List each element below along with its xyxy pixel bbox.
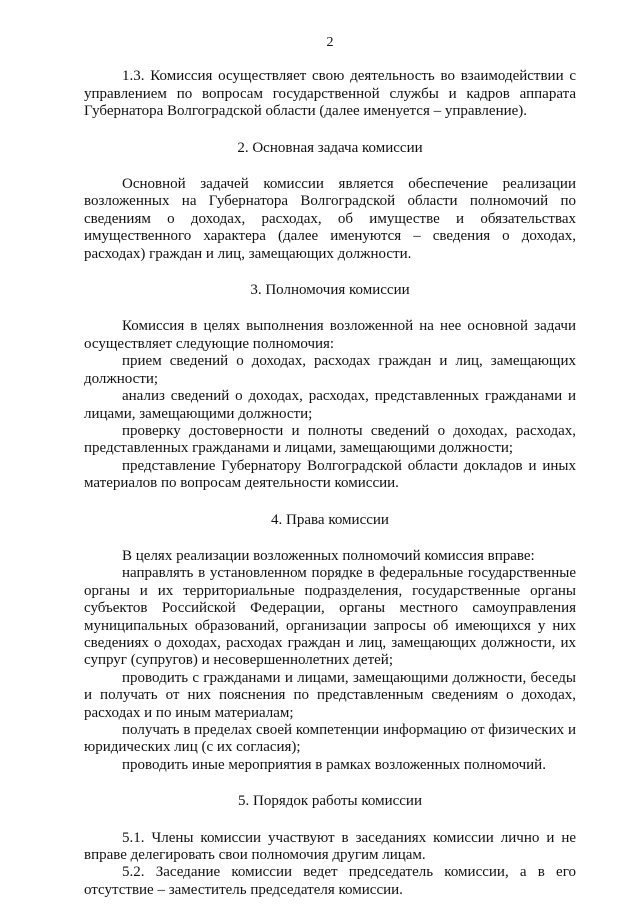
- section-3-heading: 3. Полномочия комиссии: [250, 282, 410, 299]
- clause-1-3: 1.3. Комиссия осуществляет свою деятельность во взаимодействии с управлением по вопросам государственной службы и кадров аппарата Губернатора Волгоградской области (далее именуется – управление).: [84, 68, 576, 120]
- section-3-item: прием сведений о доходах, расходах граждан и лиц, замещающих должности;: [84, 353, 576, 387]
- section-3-intro: Комиссия в целях выполнения возложенной на нее основной задачи осуществляет следующие полномочия:: [84, 318, 576, 352]
- section-3-item: анализ сведений о доходах, расходах, представленных гражданами и лицами, замещающими должности;: [84, 388, 576, 422]
- page-number: 2: [326, 35, 334, 50]
- section-3-item: представление Губернатору Волгоградской области докладов и иных материалов по вопросам деятельности комиссии.: [84, 457, 576, 492]
- section-3-item: проверку достоверности и полноты сведений о доходах, расходах, представленных гражданами и лицами, замещающими должности;: [84, 422, 576, 457]
- section-4-intro: В целях реализации возложенных полномочий комиссия вправе:: [122, 547, 535, 564]
- clause-5-2: 5.2. Заседание комиссии ведет председатель комиссии, а в его отсутствие – заместитель председателя комиссии.: [84, 864, 576, 898]
- document-page: [84, 34, 576, 899]
- section-4-item: направлять в установленном порядке в федеральные государственные органы и их территориальные подразделения, государственные органы субъектов Российской Федерации, органы местного самоуправления муниципальных образований, организации запросы об имеющихся у них сведениях о доходах, расходах граждан и лиц, замещающих должности, их супруг (супругов) и несовершеннолетних детей;: [84, 565, 576, 669]
- section-4-item: проводить с гражданами и лицами, замещающими должности, беседы и получать от них пояснения по представленным сведениям о доходах, расходах и по иным материалам;: [84, 669, 576, 721]
- section-5-heading: 5. Порядок работы комиссии: [237, 793, 422, 810]
- clause-5-1: 5.1. Члены комиссии участвуют в заседаниях комиссии лично и не вправе делегировать свои полномочия другим лицам.: [84, 829, 576, 864]
- section-4-item: проводить иные мероприятия в рамках возложенных полномочий.: [122, 756, 546, 773]
- section-2-heading: 2. Основная задача комиссии: [237, 139, 423, 156]
- section-2-text: Основной задачей комиссии является обеспечение реализации возложенных на Губернатора Волгоградской области полномочий по сведениям о доходах, расходах, об имуществе и обязательствах имущественного характера (далее именуются – сведения о доходах, расходах) граждан и лиц, замещающих должности.: [84, 176, 576, 262]
- section-4-heading: 4. Права комиссии: [271, 511, 389, 528]
- section-4-item: получать в пределах своей компетенции информацию от физических и юридических лиц (с их согласия);: [84, 722, 576, 756]
